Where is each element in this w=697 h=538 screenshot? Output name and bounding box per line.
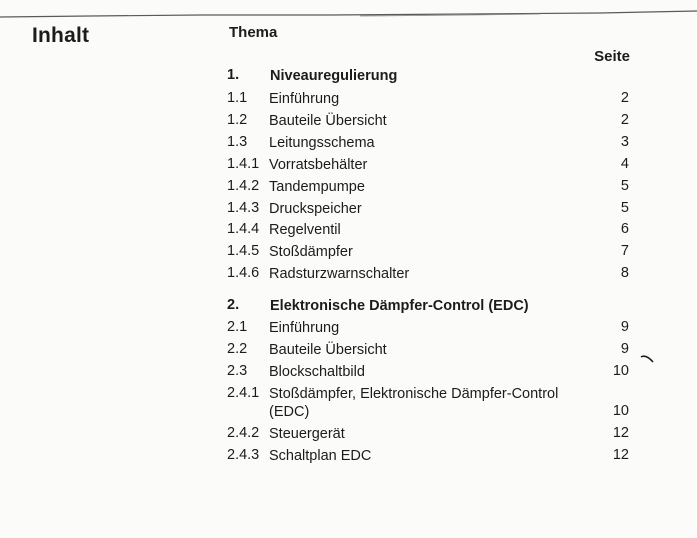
entry-title: Einführung (269, 320, 340, 336)
entry-number: 2.1 (227, 319, 248, 335)
entry-number: 2.4.3 (227, 447, 260, 463)
entry-title: Regelventil (269, 222, 341, 238)
entry-title: Leitungsschema (269, 135, 375, 151)
column-header-page: Seite (594, 48, 630, 65)
entry-page: 2 (620, 90, 629, 106)
entry-page: 12 (612, 425, 629, 441)
entry-number: 1.4.2 (227, 178, 260, 194)
entry-title: Schaltplan EDC (269, 448, 372, 464)
entry-number: 1.4.6 (227, 265, 260, 281)
entry-number: 1.1 (227, 90, 248, 106)
entry-page: 10 (612, 403, 629, 419)
entry-title: Bauteile Übersicht (269, 113, 387, 129)
entry-number: 1.4.4 (227, 221, 260, 237)
toc-entry (227, 385, 632, 421)
entry-page: 12 (612, 447, 629, 463)
entry-title-continuation: (EDC) (269, 404, 310, 420)
entry-title: Stoßdämpfer, Elektronische Dämpfer-Control (269, 386, 559, 402)
entry-number: 2.4.1 (227, 385, 260, 401)
entry-title: Blockschaltbild (269, 364, 365, 380)
entry-number: 2.2 (227, 341, 248, 357)
entry-title: Stoßdämpfer (269, 244, 353, 260)
entry-page: 2 (620, 112, 629, 128)
entry-page: 9 (620, 341, 629, 357)
entry-number: 1.4.1 (227, 156, 260, 172)
top-rule-line (0, 10, 697, 22)
entry-page: 8 (620, 265, 629, 281)
entry-title: Tandempumpe (269, 179, 365, 195)
entry-number: 1.2 (227, 112, 248, 128)
entry-number: 1.4.5 (227, 243, 260, 259)
pen-mark (640, 354, 654, 364)
entry-page: 9 (620, 319, 629, 335)
entry-number: 2.3 (227, 363, 248, 379)
section-title: Niveauregulierung (270, 68, 398, 84)
entry-number: 1.3 (227, 134, 248, 150)
entry-title: Druckspeicher (269, 201, 362, 217)
entry-title: Vorratsbehälter (269, 157, 368, 173)
entry-page: 6 (620, 221, 629, 237)
entry-title: Radsturzwarnschalter (269, 266, 410, 282)
entry-page: 5 (620, 178, 629, 194)
section-title: Elektronische Dämpfer-Control (EDC) (270, 298, 529, 314)
column-header-topic: Thema (229, 24, 278, 41)
entry-title: Steuergerät (269, 426, 345, 442)
entry-page: 3 (620, 134, 629, 150)
section-number: 2. (227, 297, 240, 313)
entry-title: Bauteile Übersicht (269, 342, 387, 358)
entry-page: 10 (612, 363, 629, 379)
entry-number: 1.4.3 (227, 200, 260, 216)
entry-page: 4 (620, 156, 629, 172)
entry-page: 5 (620, 200, 629, 216)
page-heading: Inhalt (32, 24, 90, 47)
entry-page: 7 (620, 243, 629, 259)
entry-number: 2.4.2 (227, 425, 260, 441)
section-number: 1. (227, 67, 240, 83)
entry-title: Einführung (269, 91, 340, 107)
